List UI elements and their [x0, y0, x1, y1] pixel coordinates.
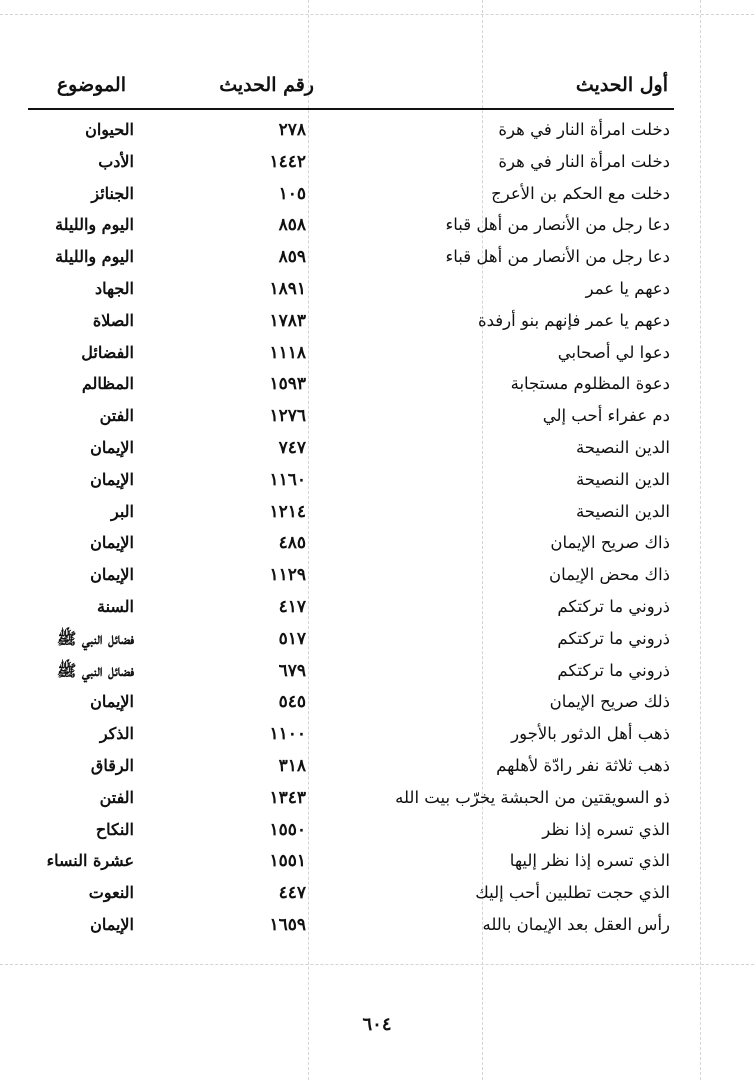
hadith-first-words: دعوة المظلوم مستجابة — [510, 374, 670, 394]
hadith-number: ١١١٨ — [269, 342, 306, 363]
hadith-topic: الصلاة — [92, 310, 134, 330]
table-row — [28, 434, 674, 466]
scan-guide-line — [0, 14, 754, 15]
table-row — [28, 784, 674, 816]
hadith-number: ١٥٥٠ — [269, 819, 306, 840]
hadith-topic: فضائل النبي ﷺ — [57, 660, 134, 680]
hadith-first-words: ذاك صريح الإيمان — [550, 533, 670, 553]
hadith-first-words: ذروني ما تركتكم — [557, 660, 670, 680]
hadith-number: ٥٤٥ — [278, 692, 306, 713]
header-hadith-number: رقم الحديث — [219, 74, 314, 96]
table-row — [28, 720, 674, 752]
hadith-topic: الحيوان — [85, 120, 134, 139]
table-row — [28, 180, 674, 212]
hadith-first-words: دعوا لي أصحابي — [557, 342, 670, 362]
hadith-first-words: دخلت امرأة النار في هرة — [498, 151, 670, 171]
hadith-number: ٥١٧ — [278, 628, 306, 649]
hadith-number: ٤٤٧ — [278, 883, 306, 904]
hadith-topic: اليوم والليلة — [55, 247, 134, 267]
hadith-first-words: ذاك محض الإيمان — [549, 565, 670, 585]
hadith-topic: الإيمان — [90, 565, 134, 585]
hadith-topic: السنة — [97, 596, 134, 616]
header-topic: الموضوع — [56, 74, 126, 96]
hadith-topic: الإيمان — [90, 437, 134, 457]
hadith-number: ٨٥٨ — [278, 215, 306, 236]
table-header — [28, 74, 674, 108]
hadith-topic: عشرة النساء — [46, 851, 134, 871]
table-row — [28, 561, 674, 593]
hadith-number: ١١٢٩ — [269, 565, 306, 586]
hadith-first-words: الدين النصيحة — [575, 501, 670, 521]
table-row — [28, 370, 674, 402]
table-row — [28, 307, 674, 339]
hadith-topic: الفتن — [99, 406, 134, 426]
hadith-first-words: دعهم يا عمر — [585, 278, 670, 298]
hadith-topic: اليوم والليلة — [55, 215, 134, 235]
hadith-topic: الذكر — [99, 724, 134, 744]
hadith-first-words: الدين النصيحة — [575, 437, 670, 457]
hadith-first-words: الذي تسره إذا نظر إليها — [509, 851, 670, 871]
hadith-number: ٣١٨ — [278, 755, 306, 776]
table-row — [28, 752, 674, 784]
hadith-number: ١٧٨٣ — [269, 310, 306, 331]
hadith-number: ١٥٥١ — [269, 851, 306, 872]
hadith-first-words: الذي حجت تطلبين أحب إليك — [475, 883, 670, 903]
page-number: ٦٠٤ — [362, 1014, 392, 1035]
table-row — [28, 211, 674, 243]
hadith-topic: الأدب — [98, 151, 134, 171]
hadith-number: ١٢١٤ — [269, 501, 306, 522]
hadith-topic: الفتن — [99, 787, 134, 807]
hadith-number: ٦٧٩ — [278, 660, 306, 681]
table-row — [28, 879, 674, 911]
table-row — [28, 339, 674, 371]
hadith-number: ١٤٤٢ — [269, 151, 306, 172]
hadith-first-words: ذهب ثلاثة نفر رادّة لأهلهم — [496, 755, 670, 775]
hadith-topic: الجهاد — [94, 278, 134, 298]
table-row — [28, 688, 674, 720]
hadith-first-words: ذروني ما تركتكم — [557, 596, 670, 616]
hadith-topic: الإيمان — [90, 533, 134, 553]
hadith-topic: الإيمان — [90, 914, 134, 934]
hadith-topic: النعوت — [88, 883, 134, 903]
table-row — [28, 625, 674, 657]
table-row — [28, 275, 674, 307]
header-first-words: أول الحديث — [575, 74, 668, 96]
hadith-topic: النكاح — [95, 819, 134, 839]
hadith-topic: المظالم — [81, 374, 134, 394]
hadith-number: ٤١٧ — [278, 596, 306, 617]
hadith-first-words: الدين النصيحة — [575, 469, 670, 489]
hadith-first-words: دم عفراء أحب إلي — [542, 406, 670, 426]
hadith-number: ١٣٤٣ — [269, 787, 306, 808]
hadith-topic: البر — [111, 501, 134, 521]
table-row — [28, 466, 674, 498]
hadith-first-words: ذو السويقتين من الحبشة يخرّب بيت الله — [395, 787, 670, 807]
table-row — [28, 593, 674, 625]
table-row — [28, 816, 674, 848]
table-row — [28, 243, 674, 275]
hadith-first-words: ذهب أهل الدثور بالأجور — [511, 724, 670, 744]
hadith-number: ١٥٩٣ — [269, 374, 306, 395]
hadith-first-words: دخلت امرأة النار في هرة — [498, 120, 670, 139]
header-divider — [28, 108, 674, 110]
hadith-topic: الرقاق — [90, 755, 134, 775]
hadith-topic: الجنائز — [91, 183, 134, 203]
hadith-topic: الفضائل — [81, 342, 134, 362]
table-row — [28, 847, 674, 879]
scan-guide-line — [0, 964, 754, 965]
hadith-first-words: دعهم يا عمر فإنهم بنو أرفدة — [477, 310, 670, 330]
hadith-first-words: دعا رجل من الأنصار من أهل قباء — [445, 215, 670, 235]
table-row — [28, 116, 674, 148]
hadith-number: ١١٠٠ — [269, 724, 306, 745]
hadith-first-words: ذلك صريح الإيمان — [549, 692, 670, 712]
table-row — [28, 498, 674, 530]
hadith-number: ١١٦٠ — [269, 469, 306, 490]
hadith-number: ١٦٥٩ — [269, 914, 306, 935]
hadith-index-table — [28, 116, 674, 943]
table-row — [28, 657, 674, 689]
hadith-first-words: دخلت مع الحكم بن الأعرج — [491, 183, 670, 203]
hadith-number: ٤٨٥ — [278, 533, 306, 554]
hadith-first-words: ذروني ما تركتكم — [557, 628, 670, 648]
hadith-first-words: رأس العقل بعد الإيمان بالله — [482, 914, 670, 934]
table-row — [28, 911, 674, 943]
hadith-number: ٢٧٨ — [278, 120, 306, 140]
hadith-number: ٨٥٩ — [278, 247, 306, 268]
scan-guide-line — [700, 0, 701, 1080]
hadith-topic: الإيمان — [90, 692, 134, 712]
hadith-first-words: الذي تسره إذا نظر — [542, 819, 670, 839]
table-row — [28, 148, 674, 180]
hadith-number: ١٠٥ — [278, 183, 306, 204]
hadith-number: ٧٤٧ — [278, 437, 306, 458]
hadith-first-words: دعا رجل من الأنصار من أهل قباء — [445, 247, 670, 267]
table-row — [28, 402, 674, 434]
hadith-topic: فضائل النبي ﷺ — [57, 628, 134, 648]
table-row — [28, 529, 674, 561]
hadith-topic: الإيمان — [90, 469, 134, 489]
hadith-number: ١٨٩١ — [269, 278, 306, 299]
hadith-number: ١٢٧٦ — [269, 406, 306, 427]
